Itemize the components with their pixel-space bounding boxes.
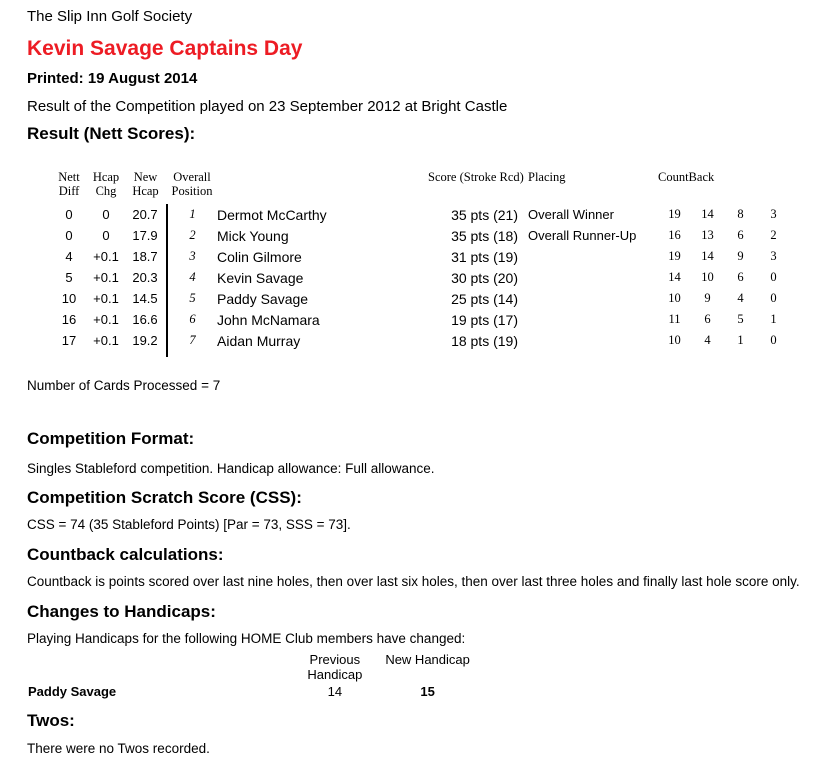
handicap-changes-table xyxy=(28,652,470,700)
countback-body: Countback is points scored over last nine holes, then over last six holes, then over last three holes and finally last hole score only. xyxy=(27,574,800,589)
player-name: John McNamara xyxy=(217,311,320,328)
new-hcap-value: 20.3 xyxy=(132,270,158,285)
nett-diff-value: 16 xyxy=(61,312,77,327)
countback-value: 6 xyxy=(704,312,711,326)
player-name: Paddy Savage xyxy=(217,290,309,307)
competition-info: Result of the Competition played on 23 September 2012 at Bright Castle xyxy=(27,98,508,115)
position-value: 2 xyxy=(167,225,217,246)
col-header-nett-diff: Nett Diff xyxy=(58,170,80,198)
score-value: 25 pts (14) xyxy=(451,290,518,307)
score-value: 31 pts (19) xyxy=(451,248,518,265)
competition-title: Kevin Savage Captains Day xyxy=(27,37,303,60)
placing-value: Overall Winner xyxy=(528,207,614,222)
countback-value: 4 xyxy=(737,291,744,305)
countback-value: 14 xyxy=(668,270,681,284)
placing-value xyxy=(528,246,658,267)
nett-diff-value: 4 xyxy=(65,249,73,264)
countback-value: 3 xyxy=(770,249,777,263)
countback-value: 13 xyxy=(701,228,714,242)
countback-value: 14 xyxy=(701,207,714,221)
player-name: Mick Young xyxy=(217,227,289,244)
countback-value: 10 xyxy=(668,333,681,347)
scratch-score-body: CSS = 74 (35 Stableford Points) [Par = 73, SSS = 73]. xyxy=(27,517,351,532)
placing-value xyxy=(528,330,658,351)
new-hcap-value: 19.2 xyxy=(132,333,158,348)
result-heading: Result (Nett Scores): xyxy=(27,124,196,143)
nett-diff-value: 0 xyxy=(65,228,73,243)
placing-value xyxy=(528,288,658,309)
countback-value: 14 xyxy=(701,249,714,263)
score-value: 18 pts (19) xyxy=(451,332,518,349)
col-header-countback: CountBack xyxy=(658,170,715,184)
new-hcap-value: 16.6 xyxy=(132,312,158,327)
countback-value: 16 xyxy=(668,228,681,242)
cards-processed-text: Number of Cards Processed = 7 xyxy=(27,378,221,393)
new-hcap-value: 17.9 xyxy=(132,228,158,243)
twos-heading: Twos: xyxy=(27,711,75,730)
countback-value: 1 xyxy=(770,312,777,326)
col-header-new-hcap: New Hcap xyxy=(132,170,159,198)
col-header-placing: Placing xyxy=(528,170,566,184)
table-row xyxy=(50,309,790,330)
countback-value: 2 xyxy=(770,228,777,242)
competition-format-heading: Competition Format: xyxy=(27,429,195,448)
position-value: 7 xyxy=(167,330,217,351)
handicap-name-spacer xyxy=(28,652,285,682)
hcap-chg-value: +0.1 xyxy=(93,249,119,264)
countback-value: 4 xyxy=(704,333,711,347)
countback-value: 9 xyxy=(704,291,711,305)
score-value: 35 pts (18) xyxy=(451,227,518,244)
countback-value: 0 xyxy=(770,291,777,305)
countback-value: 19 xyxy=(668,207,681,221)
hcap-chg-value: 0 xyxy=(102,207,110,222)
position-divider-line xyxy=(167,351,217,357)
col-header-overall-position: Overall Position xyxy=(171,170,213,198)
divider-extension-row xyxy=(50,351,790,357)
position-value: 4 xyxy=(167,267,217,288)
player-name: Dermot McCarthy xyxy=(217,206,327,223)
countback-value: 1 xyxy=(737,333,744,347)
handicap-changes-intro: Playing Handicaps for the following HOME Club members have changed: xyxy=(27,631,466,646)
col-header-new-handicap: New Handicap xyxy=(385,652,470,667)
competition-format-body: Singles Stableford competition. Handicap allowance: Full allowance. xyxy=(27,461,435,476)
nett-diff-value: 5 xyxy=(65,270,73,285)
hcap-chg-value: +0.1 xyxy=(93,312,119,327)
hcap-chg-value: +0.1 xyxy=(93,333,119,348)
player-name: Kevin Savage xyxy=(217,269,304,286)
new-hcap-value: 20.7 xyxy=(132,207,158,222)
table-row xyxy=(50,204,790,225)
nett-diff-value: 0 xyxy=(65,207,73,222)
nett-diff-value: 10 xyxy=(61,291,77,306)
handicap-header-row xyxy=(28,652,470,682)
table-row xyxy=(50,288,790,309)
scratch-score-heading: Competition Scratch Score (CSS): xyxy=(27,488,302,507)
table-row xyxy=(50,246,790,267)
position-value: 1 xyxy=(167,204,217,225)
countback-value: 0 xyxy=(770,333,777,347)
placing-value xyxy=(528,267,658,288)
results-table xyxy=(50,170,790,357)
handicap-changes-heading: Changes to Handicaps: xyxy=(27,602,216,621)
countback-value: 6 xyxy=(737,228,744,242)
col-header-previous-handicap: Previous Handicap xyxy=(307,652,363,682)
countback-heading: Countback calculations: xyxy=(27,545,224,564)
table-row xyxy=(50,330,790,351)
results-header-row xyxy=(50,170,790,204)
hcap-chg-value: +0.1 xyxy=(93,291,119,306)
position-value: 5 xyxy=(167,288,217,309)
handicap-row xyxy=(28,682,470,700)
col-header-name-spacer xyxy=(217,170,428,204)
placing-value xyxy=(528,309,658,330)
printed-date: Printed: 19 August 2014 xyxy=(27,70,198,87)
score-value: 35 pts (21) xyxy=(451,206,518,223)
countback-value: 8 xyxy=(737,207,744,221)
score-value: 19 pts (17) xyxy=(451,311,518,328)
countback-value: 5 xyxy=(737,312,744,326)
society-name: The Slip Inn Golf Society xyxy=(27,8,193,25)
twos-body: There were no Twos recorded. xyxy=(27,741,210,756)
col-header-hcap-chg: Hcap Chg xyxy=(92,170,120,198)
countback-value: 3 xyxy=(770,207,777,221)
previous-handicap-value: 14 xyxy=(327,683,343,699)
player-name: Aidan Murray xyxy=(217,332,301,349)
position-value: 6 xyxy=(167,309,217,330)
table-row xyxy=(50,267,790,288)
countback-value: 9 xyxy=(737,249,744,263)
countback-value: 6 xyxy=(737,270,744,284)
handicap-player-name: Paddy Savage xyxy=(28,683,117,699)
new-hcap-value: 18.7 xyxy=(132,249,158,264)
countback-value: 0 xyxy=(770,270,777,284)
countback-value: 11 xyxy=(668,312,681,326)
nett-diff-value: 17 xyxy=(61,333,77,348)
countback-value: 19 xyxy=(668,249,681,263)
countback-value: 10 xyxy=(701,270,714,284)
new-hcap-value: 14.5 xyxy=(132,291,158,306)
table-row xyxy=(50,225,790,246)
placing-value: Overall Runner-Up xyxy=(528,228,637,243)
countback-value: 10 xyxy=(668,291,681,305)
hcap-chg-value: 0 xyxy=(102,228,110,243)
score-value: 30 pts (20) xyxy=(451,269,518,286)
new-handicap-value: 15 xyxy=(420,683,435,699)
player-name: Colin Gilmore xyxy=(217,248,302,265)
hcap-chg-value: +0.1 xyxy=(93,270,119,285)
position-value: 3 xyxy=(167,246,217,267)
col-header-score: Score (Stroke Rcd) xyxy=(428,170,524,184)
